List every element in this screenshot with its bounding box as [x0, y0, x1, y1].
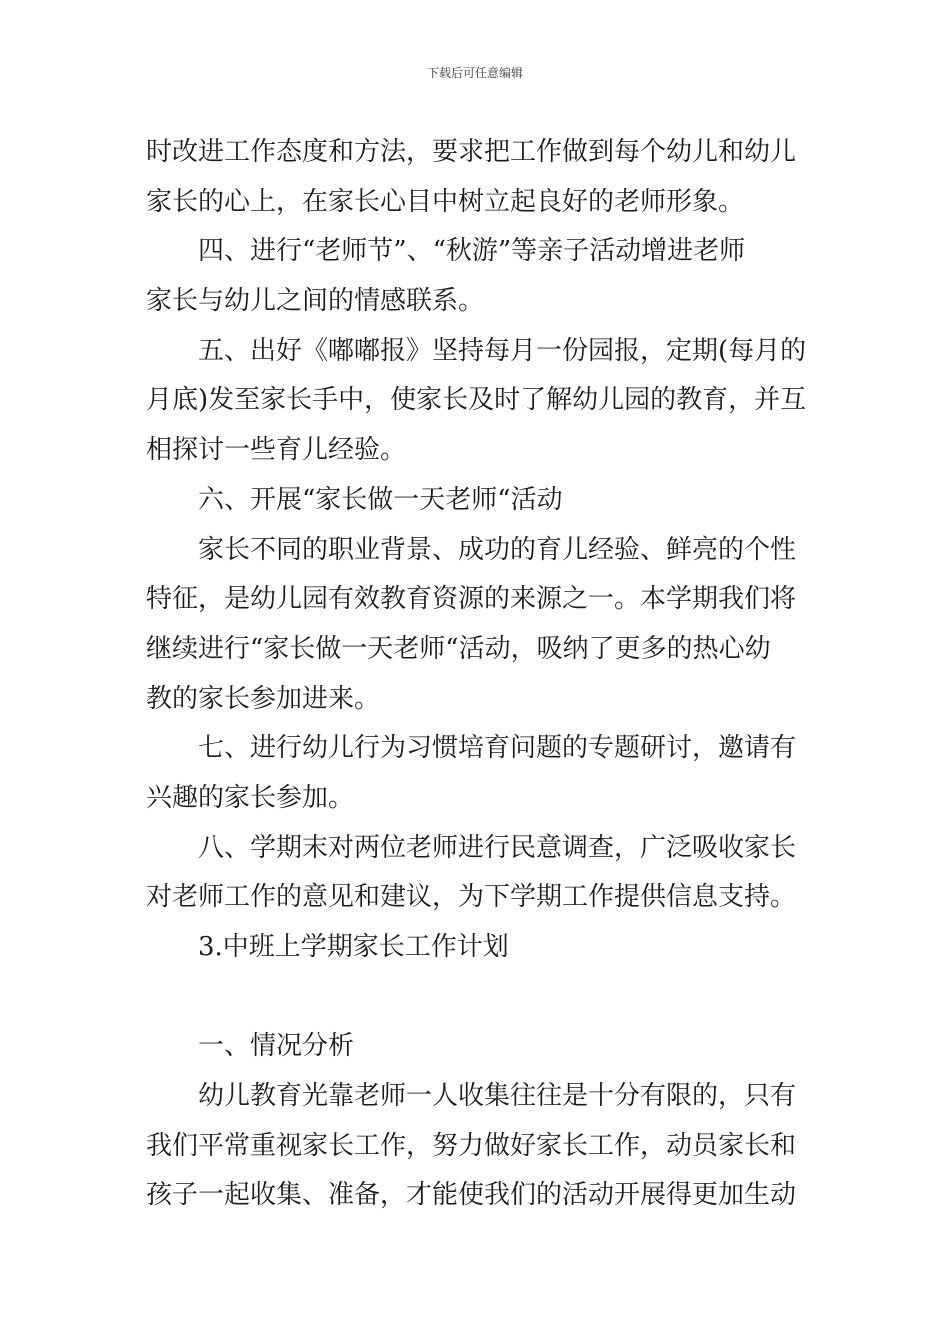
- blank-line: [146, 973, 810, 1023]
- paragraph-line: 特征，是幼儿园有效教育资源的来源之一。本学期我们将: [146, 584, 797, 615]
- section-title: 3.中班上学期家长工作计划: [198, 932, 509, 962]
- paragraph-line: 孩子一起收集、准备，才能使我们的活动开展得更加生动: [146, 1180, 797, 1211]
- paragraph-line: 兴趣的家长参加。: [146, 782, 355, 813]
- paragraph-line: 家长不同的职业背景、成功的育儿经验、鲜亮的个性: [198, 534, 797, 565]
- paragraph-line: 对老师工作的意见和建议，为下学期工作提供信息支持。: [146, 882, 797, 913]
- paragraph-line: 时改进工作态度和方法，要求把工作做到每个幼儿和幼儿: [146, 137, 797, 167]
- paragraph-line: 五、出好《嘟嘟报》坚持每月一份园报，定期(每月的: [198, 335, 807, 366]
- paragraph-line: 八、学期末对两位老师进行民意调查，广泛吸收家长: [198, 832, 797, 863]
- paragraph-line: 教的家长参加进来。: [146, 683, 381, 714]
- paragraph-line: 相探讨一些育儿经验。: [146, 435, 407, 466]
- paragraph-line: 月底)发至家长手中，使家长及时了解幼儿园的教育，并互: [146, 385, 807, 416]
- paragraph-line: 四、进行“老师节”、“秋游”等亲子活动增进老师: [198, 236, 746, 267]
- paragraph-line: 家长的心上，在家长心目中树立起良好的老师形象。: [146, 186, 745, 217]
- document-body: [146, 128, 810, 1221]
- paragraph-line: 七、进行幼儿行为习惯培育问题的专题研讨，邀请有: [198, 733, 797, 764]
- section-heading: 六、开展“家长做一天老师“活动: [198, 484, 563, 515]
- section-heading: 一、情况分析: [198, 1031, 355, 1062]
- paragraph-line: 幼儿教育光靠老师一人收集往往是十分有限的，只有: [198, 1081, 797, 1112]
- paragraph-line: 我们平常重视家长工作，努力做好家长工作，动员家长和: [146, 1130, 797, 1161]
- page-header: 下载后可任意编辑: [426, 66, 523, 80]
- paragraph-line: 继续进行“家长做一天老师“活动，吸纳了更多的热心幼: [146, 633, 771, 664]
- paragraph-line: 家长与幼儿之间的情感联系。: [146, 286, 485, 317]
